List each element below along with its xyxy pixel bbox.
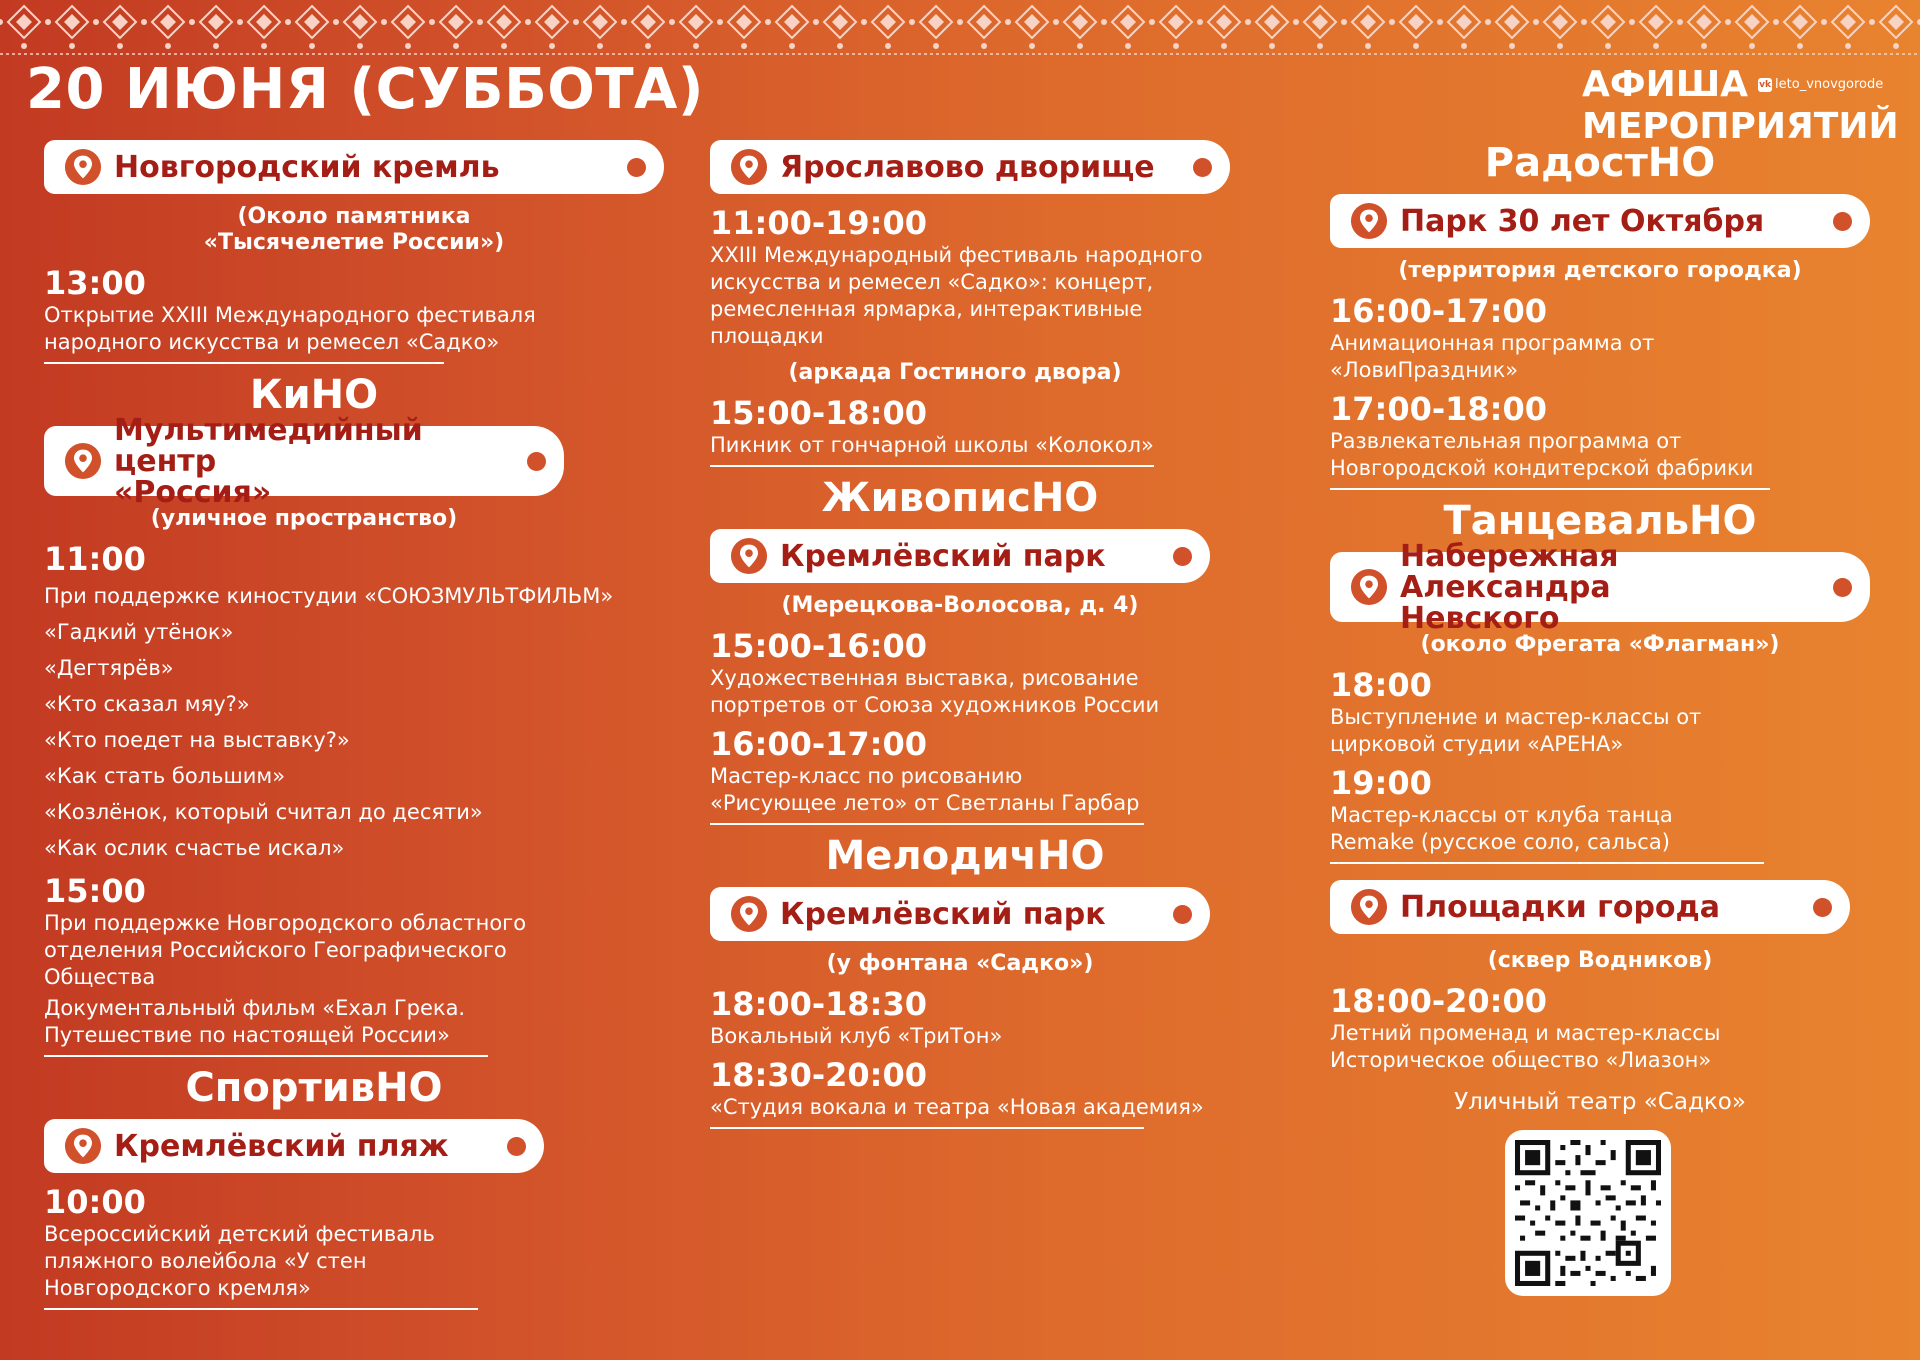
desc-line: Открытие XXIII Международного фестиваля (44, 303, 536, 327)
place-name: Кремлёвский парк (780, 538, 1106, 574)
vk-handle-text: leto_vnovgorode (1775, 77, 1884, 92)
location-pin-icon (64, 1127, 102, 1165)
banner-dot (1833, 212, 1852, 231)
desc-line: Анимационная программа от (1330, 331, 1655, 355)
event-time: 11:00-19:00 (710, 204, 927, 242)
place-banner-yaroslav-court (710, 140, 1230, 194)
place-name-line: «Россия» (114, 474, 272, 510)
location-note: (сквер Водников) (1487, 948, 1713, 973)
desc-line: искусства и ремесел «Садко»: концерт, (710, 270, 1154, 294)
event-description (710, 763, 1270, 817)
divider (1330, 862, 1764, 864)
event-time: 15:00 (44, 872, 146, 910)
desc-line: Выступление и мастер-классы от (1330, 705, 1702, 729)
place-banner-kremlin-beach (44, 1119, 544, 1173)
event-description (44, 1221, 664, 1302)
desc-line: Remake (русское соло, сальса) (1330, 830, 1670, 854)
banner-dot (507, 1137, 526, 1156)
desc-line: Историческое общество «Лиазон» (1330, 1048, 1712, 1072)
place-name-line: Мультимедийный центр (114, 412, 423, 479)
column-right (1330, 140, 1890, 1296)
banner-dot (1833, 578, 1852, 597)
place-name-line: Невского (1400, 600, 1560, 636)
divider (44, 1308, 478, 1310)
place-name: Ярославово дворище (780, 149, 1155, 185)
vk-handle[interactable] (1758, 64, 1883, 106)
event-description (44, 910, 664, 1049)
location-pin-icon (1350, 568, 1388, 606)
desc-line: Общества (44, 965, 156, 989)
banner-dot (1813, 898, 1832, 917)
event-time: 18:00-18:30 (710, 985, 927, 1023)
section-title-zhivopis: ЖивописНО (821, 475, 1099, 521)
event-time: 18:00-20:00 (1330, 982, 1547, 1020)
desc-line: Всероссийский детский фестиваль (44, 1222, 435, 1246)
location-note: (у фонтана «Садко») (826, 951, 1094, 976)
film-item: «Кто поедет на выставку?» (44, 728, 350, 752)
divider (710, 1127, 1144, 1129)
event-time: 19:00 (1330, 764, 1432, 802)
place-banner-city-venues (1330, 880, 1850, 934)
divider (710, 823, 1144, 825)
location-note: (Мерецкова-Волосова, д. 4) (781, 593, 1139, 618)
desc-line: портретов от Союза художников России (710, 693, 1160, 717)
brand-title-line2: МЕРОПРИЯТИЙ (1582, 106, 1899, 147)
event-description: «Студия вокала и театра «Новая академия» (710, 1095, 1204, 1119)
desc-line: XXIII Международный фестиваль народного (710, 243, 1203, 267)
brand-title-line1: АФИША (1582, 64, 1749, 105)
event-description: Вокальный клуб «ТриТон» (710, 1024, 1003, 1048)
desc-line: Новгородской кондитерской фабрики (1330, 456, 1754, 480)
divider (44, 1055, 488, 1057)
banner-dot (627, 158, 646, 177)
location-pin-icon (730, 148, 768, 186)
desc-line: «ЛовиПраздник» (1330, 358, 1519, 382)
place-banner-novgorod-kremlin (44, 140, 664, 194)
location-note: (территория детского городка) (1398, 258, 1802, 283)
event-time: 15:00-18:00 (710, 394, 927, 432)
place-name-line: Набережная Александра (1400, 538, 1619, 605)
banner-dot (1173, 547, 1192, 566)
place-banner-nevsky-embankment (1330, 538, 1870, 636)
desc-line: Новгородского кремля» (44, 1276, 311, 1300)
event-time: 16:00-17:00 (710, 725, 927, 763)
location-note: (аркада Гостиного двора) (788, 360, 1122, 385)
place-banner-kremlin-park (710, 529, 1210, 583)
place-name: Площадки города (1400, 889, 1720, 925)
location-note: (уличное пространство) (150, 506, 458, 531)
place-banner-park-30-october (1330, 194, 1870, 248)
event-time: 18:00 (1330, 666, 1432, 704)
event-time: 18:30-20:00 (710, 1056, 927, 1094)
divider (710, 465, 1154, 467)
event-time: 17:00-18:00 (1330, 390, 1547, 428)
desc-line: площадки (710, 324, 824, 348)
desc-line: пляжного волейбола «У стен (44, 1249, 367, 1273)
divider (44, 362, 444, 364)
desc-line: цирковой студии «АРЕНА» (1330, 732, 1624, 756)
place-name: Новгородский кремль (114, 149, 500, 185)
film-item: «Козлёнок, который считал до десяти» (44, 800, 483, 824)
desc-line: Путешествие по настоящей России» (44, 1023, 450, 1047)
place-name: Кремлёвский парк (780, 896, 1106, 932)
section-title-melodich: МелодичНО (825, 833, 1105, 879)
desc-line: ремесленная ярмарка, интерактивные (710, 297, 1143, 321)
ornament-border (0, 0, 1920, 56)
place-name: Парк 30 лет Октября (1400, 203, 1765, 239)
desc-line: народного искусства и ремесел «Садко» (44, 330, 500, 354)
location-pin-icon (1350, 888, 1388, 926)
event-description (710, 242, 1270, 350)
film-item: «Гадкий утёнок» (44, 620, 234, 644)
note-line: (Около памятника (237, 204, 471, 229)
column-middle (710, 140, 1270, 1137)
place-banner-kremlin-park-fountain (710, 887, 1210, 941)
desc-line: отделения Российского Географического (44, 938, 507, 962)
desc-line: Развлекательная программа от (1330, 429, 1682, 453)
section-title-kino: КиНО (249, 372, 379, 418)
event-description (1330, 428, 1890, 482)
event-time: 16:00-17:00 (1330, 292, 1547, 330)
desc-line: Документальный фильм «Ехал Грека. (44, 996, 466, 1020)
location-note: (около Фрегата «Флагман») (1420, 632, 1780, 657)
divider (1330, 488, 1770, 490)
event-support: При поддержке киностудии «СОЮЗМУЛЬТФИЛЬМ» (44, 584, 614, 608)
event-time: 15:00-16:00 (710, 627, 927, 665)
note-line: «Тысячелетие России») (203, 230, 505, 255)
section-title-sport: СпортивНО (185, 1065, 443, 1111)
banner-dot (1173, 905, 1192, 924)
vk-logo-icon: vk (1759, 80, 1771, 90)
place-name (1400, 538, 1826, 636)
banner-dot (527, 452, 546, 471)
location-pin-icon (64, 442, 102, 480)
banner-dot (1193, 158, 1212, 177)
place-name (114, 412, 520, 510)
desc-line: При поддержке Новгородского областного (44, 911, 527, 935)
desc-line: Художественная выставка, рисование (710, 666, 1139, 690)
desc-line: Мастер-классы от клуба танца (1330, 803, 1673, 827)
street-theatre: Уличный театр «Садко» (1454, 1089, 1746, 1115)
event-description (1330, 330, 1890, 384)
film-item: «Дегтярёв» (44, 656, 174, 680)
event-description (1330, 704, 1890, 758)
qr-code-graphic (1515, 1140, 1661, 1286)
page-title: 20 ИЮНЯ (СУББОТА) (26, 57, 704, 122)
desc-line: Летний променад и мастер-классы (1330, 1021, 1721, 1045)
event-description (1330, 802, 1890, 856)
film-item: «Кто сказал мяу?» (44, 692, 250, 716)
film-item: «Как ослик счастье искал» (44, 836, 345, 860)
place-banner-russia-center (44, 412, 564, 510)
brand-block (1582, 64, 1899, 148)
qr-code-icon[interactable] (1505, 1130, 1671, 1296)
place-name: Кремлёвский пляж (114, 1128, 449, 1164)
desc-line: Мастер-класс по рисованию (710, 764, 1023, 788)
event-time: 11:00 (44, 540, 146, 578)
event-description: Пикник от гончарной школы «Колокол» (710, 433, 1154, 457)
section-title-tanec: ТанцевальНО (1443, 498, 1757, 544)
event-description (44, 302, 664, 356)
location-pin-icon (730, 895, 768, 933)
desc-line: «Рисующее лето» от Светланы Гарбар (710, 791, 1140, 815)
event-description (1330, 1020, 1890, 1074)
event-time: 10:00 (44, 1183, 146, 1221)
column-left (44, 140, 664, 1318)
event-time: 13:00 (44, 264, 146, 302)
section-title-radost: РадостНО (1484, 140, 1716, 186)
film-item: «Как стать большим» (44, 764, 286, 788)
location-note (44, 204, 664, 256)
location-pin-icon (730, 537, 768, 575)
location-pin-icon (1350, 202, 1388, 240)
location-pin-icon (64, 148, 102, 186)
event-description (710, 665, 1270, 719)
